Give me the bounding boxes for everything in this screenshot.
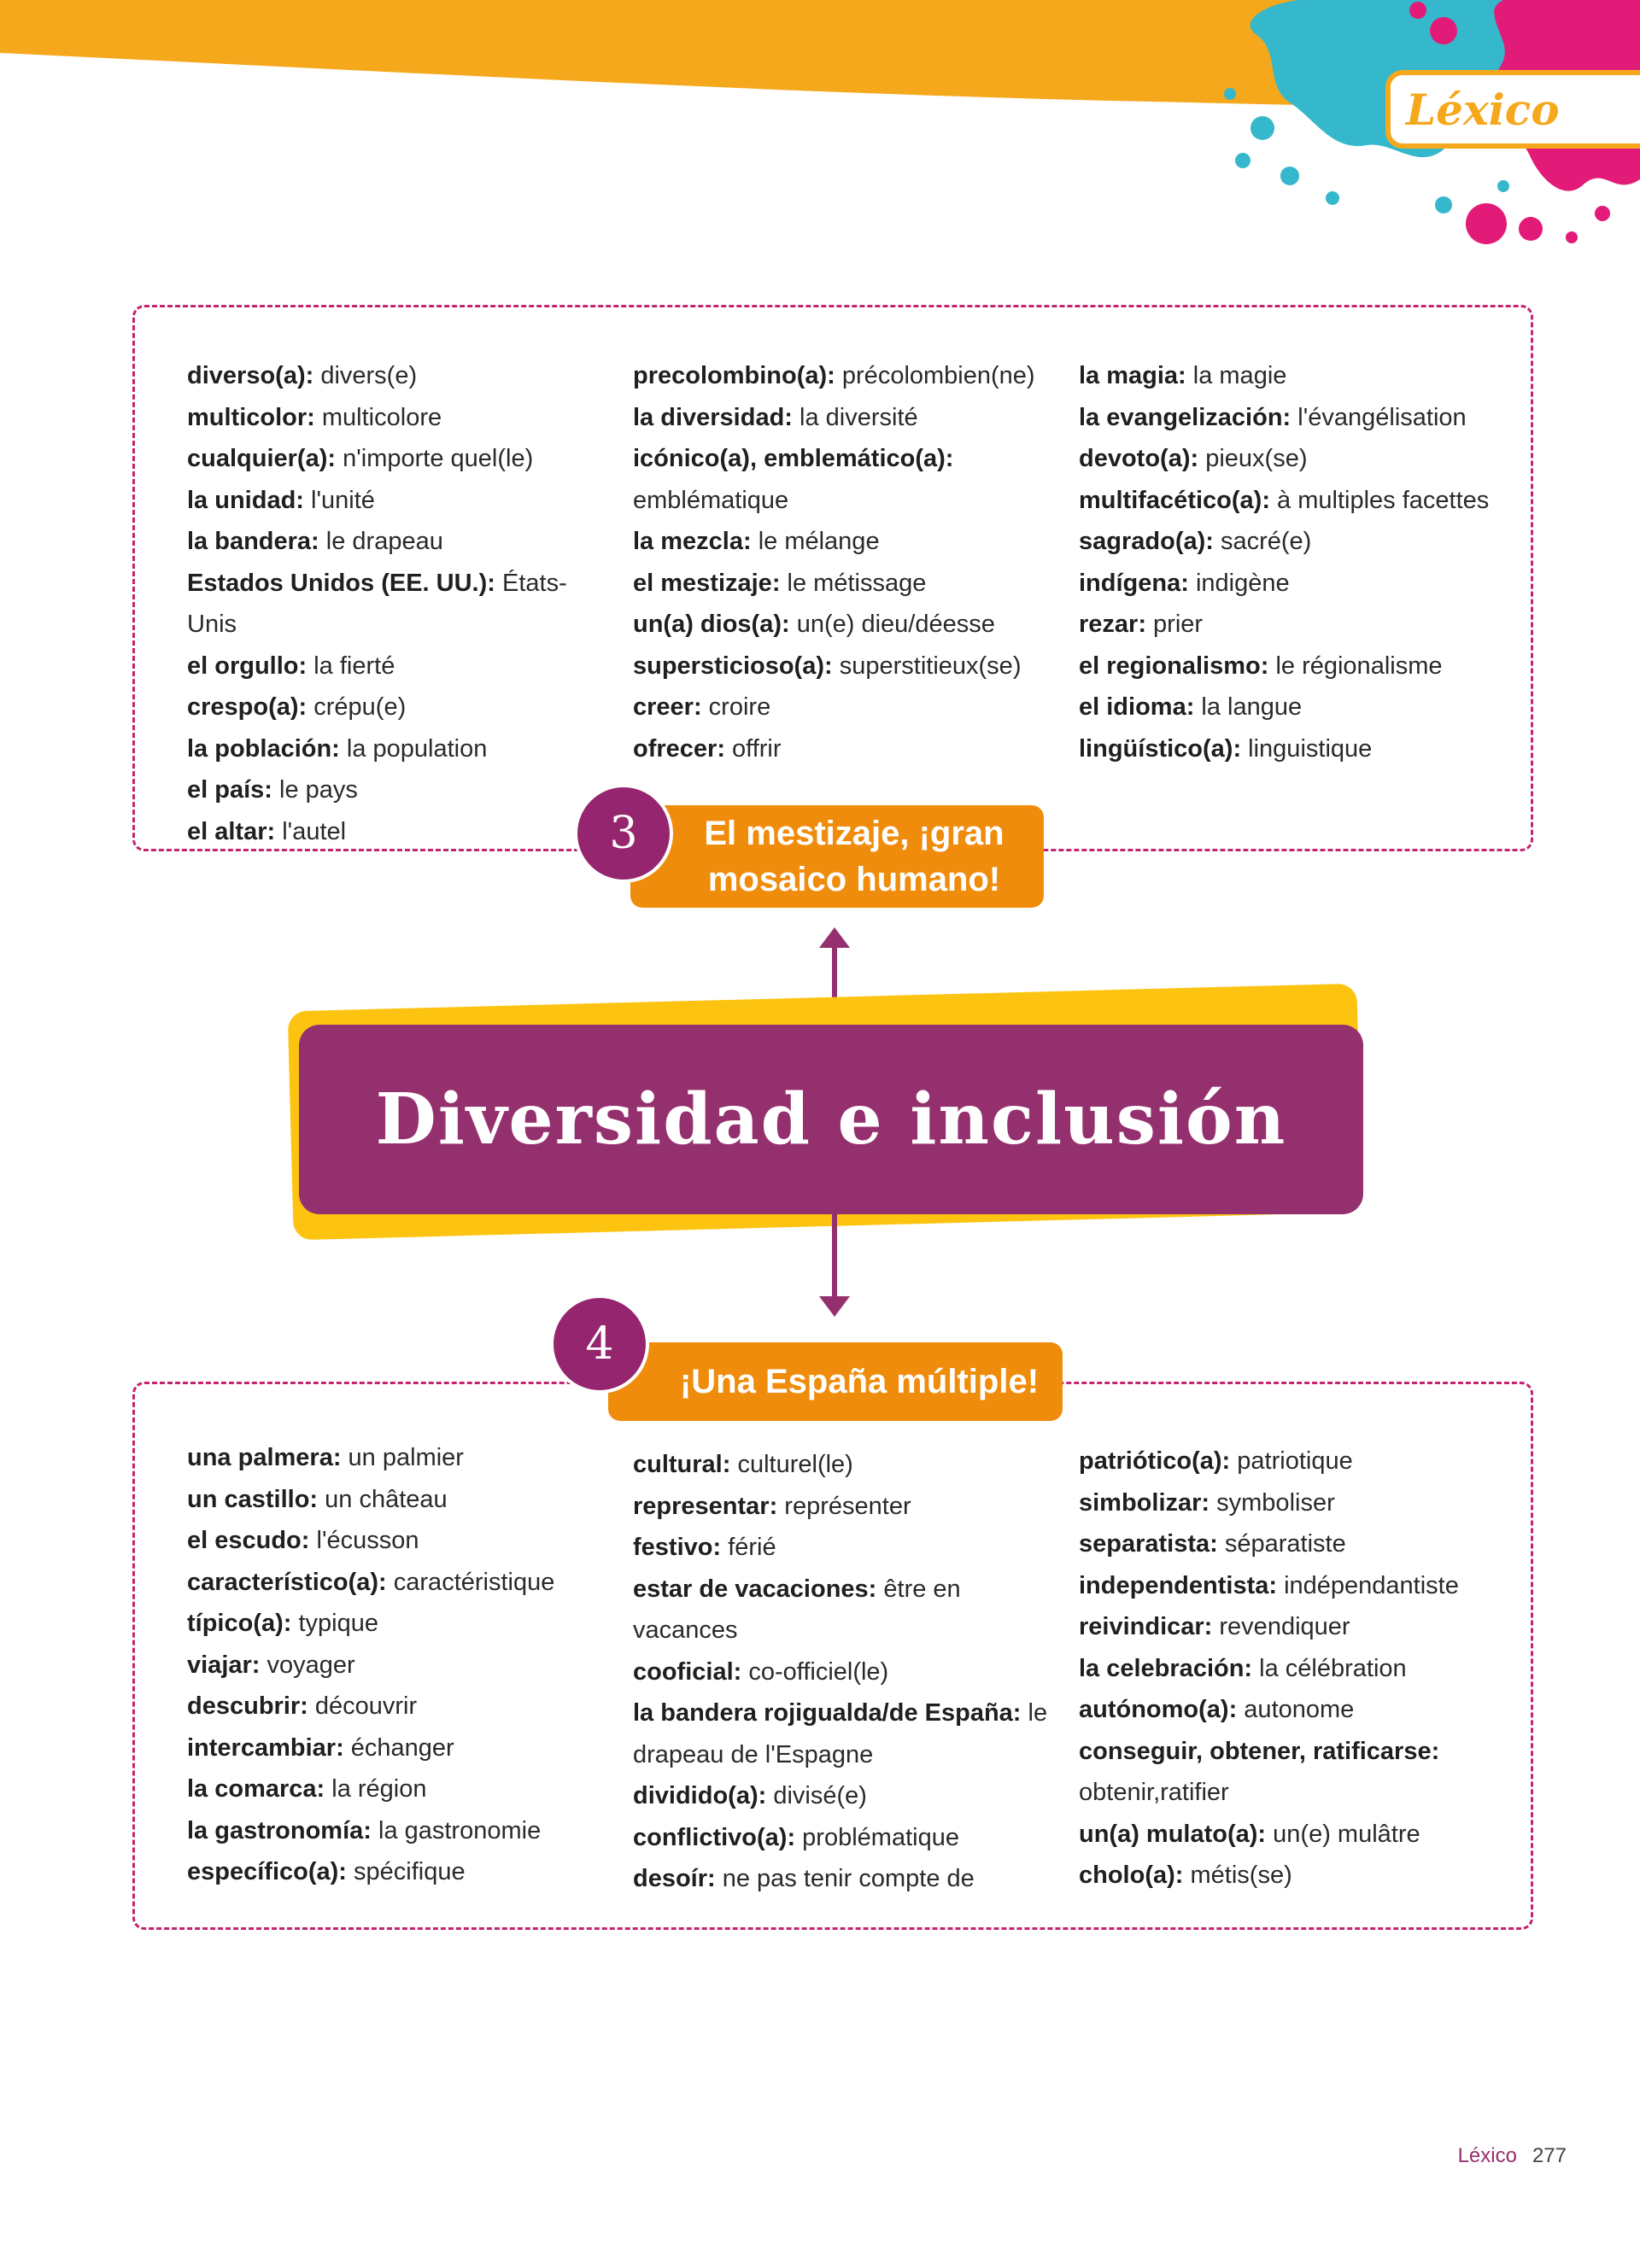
- vocab-definition: typique: [291, 1610, 379, 1637]
- vocab-entry: [187, 769, 614, 811]
- vocab-definition: offrir: [725, 734, 782, 763]
- vocab-term: icónico(a), emblemático(a):: [633, 445, 954, 472]
- vocab-term: devoto(a):: [1079, 445, 1199, 472]
- vocab-entry: [1079, 1648, 1506, 1690]
- vocab-definition: à multiples facettes: [1269, 486, 1490, 514]
- vocab-entry: [187, 811, 614, 853]
- vocab-term: festivo:: [633, 1534, 722, 1561]
- vocab-term: multicolor:: [187, 403, 315, 431]
- vocab-column-1: [187, 355, 614, 852]
- vocab-term: conflictivo(a):: [633, 1823, 796, 1851]
- vocab-entry: [1079, 1523, 1506, 1565]
- central-title-box: [299, 1025, 1363, 1214]
- vocab-definition: obtenir,ratifier: [1079, 1779, 1229, 1806]
- vocab-term: representar:: [633, 1492, 778, 1520]
- vocab-entry: [187, 1810, 614, 1852]
- vocab-entry: [1079, 1731, 1506, 1814]
- vocab-definition: États-Unis: [187, 569, 567, 638]
- vocab-definition: le drapeau: [319, 528, 443, 555]
- footer-section-name: Léxico: [1457, 2144, 1517, 2167]
- vocab-entry: [187, 1645, 614, 1686]
- section-tab: [1385, 70, 1640, 149]
- vocab-term: el altar:: [187, 817, 276, 845]
- vocab-definition: crépu(e): [307, 693, 407, 721]
- vocab-term: indígena:: [1079, 569, 1189, 597]
- vocab-entry: [187, 1686, 614, 1727]
- vocab-definition: être en vacances: [633, 1575, 961, 1644]
- section-tab-label: Léxico: [1406, 84, 1560, 135]
- vocab-term: la diversidad:: [633, 403, 793, 431]
- vocab-definition: représenter: [777, 1492, 911, 1520]
- vocab-definition: sacré(e): [1213, 528, 1312, 555]
- vocab-term: rezar:: [1079, 611, 1146, 638]
- vocab-definition: emblématique: [633, 486, 789, 514]
- vocab-entry: [1079, 1441, 1506, 1482]
- vocab-entry: [1079, 728, 1506, 770]
- vocab-definition: le métissage: [780, 569, 927, 597]
- vocab-entry: [187, 563, 614, 646]
- vocab-definition: la langue: [1194, 693, 1303, 721]
- vocab-entry: [187, 1479, 614, 1521]
- vocab-definition: férié: [721, 1534, 776, 1561]
- section-3-number: 3: [609, 808, 638, 859]
- vocab-entry: [187, 397, 614, 439]
- vocab-definition: la région: [325, 1775, 427, 1803]
- vocab-term: la unidad:: [187, 486, 304, 514]
- vocab-term: precolombino(a):: [633, 362, 835, 389]
- vocab-term: cholo(a):: [1079, 1862, 1184, 1889]
- vocab-definition: le pays: [272, 776, 358, 804]
- vocab-entry: [187, 687, 614, 728]
- vocab-term: simbolizar:: [1079, 1488, 1210, 1517]
- vocab-definition: divisé(e): [766, 1782, 867, 1809]
- vocab-definition: échanger: [343, 1733, 454, 1762]
- vocab-entry: [1079, 604, 1506, 646]
- vocab-entry: [633, 355, 1060, 397]
- vocab-definition: un(e) mulâtre: [1266, 1820, 1420, 1848]
- section-3-label-line-2: mosaico humano!: [707, 861, 1001, 898]
- vocab-term: conseguir, obtener, ratificarse:: [1079, 1737, 1440, 1765]
- vocab-column-2: [633, 355, 1060, 769]
- vocab-definition: croire: [701, 693, 771, 721]
- section-4-label-text: ¡Una España múltiple!: [679, 1363, 1040, 1400]
- vocab-entry: [1079, 646, 1506, 687]
- vocab-entry: [1079, 521, 1506, 563]
- vocab-term: Estados Unidos (EE. UU.):: [187, 569, 495, 597]
- vocab-term: creer:: [633, 693, 702, 721]
- vocab-definition: culturel(le): [730, 1451, 853, 1478]
- vocab-definition: la population: [339, 734, 488, 763]
- vocab-definition: l'unité: [303, 486, 375, 514]
- vocab-entry: [187, 1851, 614, 1893]
- vocab-definition: autonome: [1237, 1696, 1355, 1723]
- vocab-term: descubrir:: [187, 1692, 308, 1720]
- vocab-entry: [187, 521, 614, 563]
- vocab-entry: [187, 1768, 614, 1810]
- vocab-entry: [1079, 1482, 1506, 1524]
- vocab-definition: problématique: [795, 1823, 959, 1851]
- vocab-term: la comarca:: [187, 1775, 325, 1803]
- vocab-definition: la fierté: [307, 652, 395, 680]
- section-3-number-badge: [577, 787, 670, 880]
- vocab-definition: le régionalisme: [1268, 652, 1443, 680]
- vocab-term: crespo(a):: [187, 693, 308, 721]
- vocab-definition: la magie: [1186, 362, 1287, 389]
- section-3-label: [630, 805, 1044, 908]
- vocab-term: la magia:: [1079, 362, 1186, 389]
- vocab-term: típico(a):: [187, 1610, 292, 1637]
- vocab-term: independentista:: [1079, 1571, 1278, 1599]
- vocab-entry: [187, 1562, 614, 1604]
- vocab-term: ofrecer:: [633, 734, 725, 763]
- vocab-entry: [187, 1437, 614, 1479]
- vocab-definition: prier: [1146, 611, 1204, 638]
- vocab-definition: découvrir: [308, 1692, 418, 1720]
- vocab-term: la mezcla:: [633, 528, 752, 555]
- vocab-term: la gastronomía:: [187, 1816, 372, 1844]
- vocab-entry: [633, 1817, 1060, 1859]
- vocab-entry: [1079, 397, 1506, 439]
- vocab-term: la evangelización:: [1079, 403, 1292, 431]
- vocab-definition: la diversité: [792, 403, 918, 431]
- vocab-term: una palmera:: [187, 1444, 342, 1471]
- vocab-term: autónomo(a):: [1079, 1696, 1238, 1723]
- page-footer: [1458, 2144, 1567, 2168]
- vocab-definition: séparatiste: [1217, 1530, 1346, 1558]
- vocab-entry: [187, 646, 614, 687]
- vocab-definition: co-officiel(le): [741, 1657, 889, 1686]
- vocab-definition: indigène: [1188, 569, 1290, 597]
- vocab-definition: précolombien(ne): [835, 362, 1035, 389]
- vocab-term: cultural:: [633, 1451, 731, 1478]
- vocab-definition: pieux(se): [1198, 445, 1308, 472]
- vocab-term: un(a) mulato(a):: [1079, 1820, 1267, 1848]
- vocab-definition: divers(e): [313, 362, 418, 389]
- vocab-entry: [187, 355, 614, 397]
- vocab-entry: [1079, 1606, 1506, 1648]
- vocab-definition: un(e) dieu/déesse: [789, 611, 995, 638]
- vocab-definition: caractéristique: [386, 1568, 555, 1596]
- vocab-entry: [633, 728, 1060, 770]
- vocab-definition: indépendantiste: [1277, 1571, 1459, 1599]
- vocab-definition: l'autel: [275, 817, 347, 845]
- vocab-definition: linguistique: [1241, 734, 1373, 763]
- vocab-entry: [633, 1775, 1060, 1817]
- vocab-term: específico(a):: [187, 1858, 347, 1885]
- vocab-entry: [633, 604, 1060, 646]
- vocab-term: dividido(a):: [633, 1782, 767, 1809]
- vocab-entry: [633, 646, 1060, 687]
- vocab-entry: [1079, 1855, 1506, 1897]
- vocab-column-3: [1079, 1441, 1506, 1897]
- vocab-term: la población:: [187, 734, 340, 763]
- vocab-entry: [1079, 1565, 1506, 1607]
- vocab-definition: la célébration: [1252, 1654, 1407, 1682]
- vocab-entry: [633, 438, 1060, 521]
- vocab-term: estar de vacaciones:: [633, 1575, 877, 1603]
- vocab-entry: [633, 563, 1060, 605]
- vocab-definition: le mélange: [751, 528, 880, 555]
- vocab-term: el mestizaje:: [633, 569, 781, 597]
- vocab-term: el orgullo:: [187, 652, 308, 680]
- vocab-definition: n'importe quel(le): [336, 445, 534, 472]
- vocab-term: separatista:: [1079, 1530, 1218, 1558]
- vocab-term: característico(a):: [187, 1568, 387, 1596]
- vocab-entry: [633, 1858, 1060, 1900]
- vocab-definition: l'évangélisation: [1291, 403, 1467, 431]
- page-number: 277: [1532, 2144, 1567, 2167]
- vocab-box-section-3: [132, 305, 1533, 851]
- vocab-entry: [633, 397, 1060, 439]
- vocab-entry: [633, 1692, 1060, 1775]
- vocab-entry: [187, 728, 614, 770]
- vocab-entry: [187, 1603, 614, 1645]
- vocab-column-1: [187, 1437, 614, 1893]
- vocab-term: desoír:: [633, 1865, 716, 1892]
- vocab-entry: [633, 1651, 1060, 1693]
- vocab-column-3: [1079, 355, 1506, 769]
- vocab-entry: [187, 480, 614, 522]
- vocab-entry: [1079, 480, 1506, 522]
- vocab-definition: symboliser: [1210, 1488, 1335, 1517]
- vocab-term: cualquier(a):: [187, 445, 337, 472]
- section-4-number-badge: [554, 1298, 646, 1390]
- vocab-entry: [1079, 687, 1506, 728]
- vocab-term: el país:: [187, 776, 272, 804]
- vocab-definition: spécifique: [346, 1858, 466, 1885]
- vocab-definition: ne pas tenir compte de: [715, 1865, 975, 1892]
- central-title: Diversidad e inclusión: [375, 1078, 1287, 1160]
- section-3-label-line-1: El mestizaje, ¡gran: [704, 815, 1004, 852]
- vocab-term: intercambiar:: [187, 1733, 344, 1762]
- vocab-entry: [187, 1727, 614, 1769]
- vocab-entry: [633, 1569, 1060, 1651]
- vocab-term: patriótico(a):: [1079, 1447, 1231, 1475]
- vocab-term: diverso(a):: [187, 362, 314, 389]
- vocab-definition: métis(se): [1183, 1862, 1292, 1889]
- vocab-term: el escudo:: [187, 1527, 310, 1554]
- vocab-entry: [1079, 355, 1506, 397]
- vocab-term: reivindicar:: [1079, 1613, 1213, 1640]
- vocab-entry: [187, 1520, 614, 1562]
- vocab-column-2: [633, 1444, 1060, 1900]
- vocab-term: cooficial:: [633, 1657, 742, 1686]
- vocab-term: un(a) dios(a):: [633, 611, 790, 638]
- arrow-down-icon: [811, 1213, 858, 1317]
- vocab-term: un castillo:: [187, 1485, 319, 1513]
- vocab-entry: [633, 1527, 1060, 1569]
- vocab-definition: l'écusson: [309, 1527, 419, 1554]
- vocab-term: multifacético(a):: [1079, 486, 1270, 514]
- vocab-term: la celebración:: [1079, 1654, 1253, 1682]
- vocab-entry: [633, 1444, 1060, 1486]
- vocab-term: el idioma:: [1079, 693, 1195, 721]
- vocab-entry: [633, 1486, 1060, 1528]
- vocab-term: viajar:: [187, 1651, 261, 1679]
- vocab-term: lingüístico(a):: [1079, 734, 1242, 763]
- vocab-definition: le drapeau de l'Espagne: [633, 1699, 1048, 1768]
- vocab-entry: [633, 687, 1060, 728]
- vocab-entry: [1079, 1689, 1506, 1731]
- vocab-definition: un château: [318, 1485, 448, 1513]
- vocab-definition: voyager: [260, 1651, 355, 1679]
- vocab-definition: superstitieux(se): [832, 652, 1022, 680]
- vocab-definition: un palmier: [341, 1444, 464, 1471]
- vocab-entry: [1079, 1814, 1506, 1856]
- vocab-entry: [187, 438, 614, 480]
- vocab-entry: [1079, 563, 1506, 605]
- vocab-definition: patriotique: [1230, 1447, 1353, 1475]
- vocab-entry: [1079, 438, 1506, 480]
- vocab-definition: multicolore: [314, 403, 442, 431]
- vocab-box-section-4: [132, 1382, 1533, 1930]
- vocab-term: supersticioso(a):: [633, 652, 833, 680]
- vocab-entry: [633, 521, 1060, 563]
- section-4-label: [608, 1342, 1063, 1421]
- vocab-term: el regionalismo:: [1079, 652, 1269, 680]
- vocab-definition: revendiquer: [1212, 1613, 1350, 1640]
- section-4-number: 4: [585, 1318, 614, 1370]
- vocab-term: la bandera:: [187, 528, 319, 555]
- vocab-definition: la gastronomie: [371, 1816, 542, 1844]
- vocab-term: la bandera rojigualda/de España:: [633, 1699, 1022, 1727]
- vocab-term: sagrado(a):: [1079, 528, 1214, 555]
